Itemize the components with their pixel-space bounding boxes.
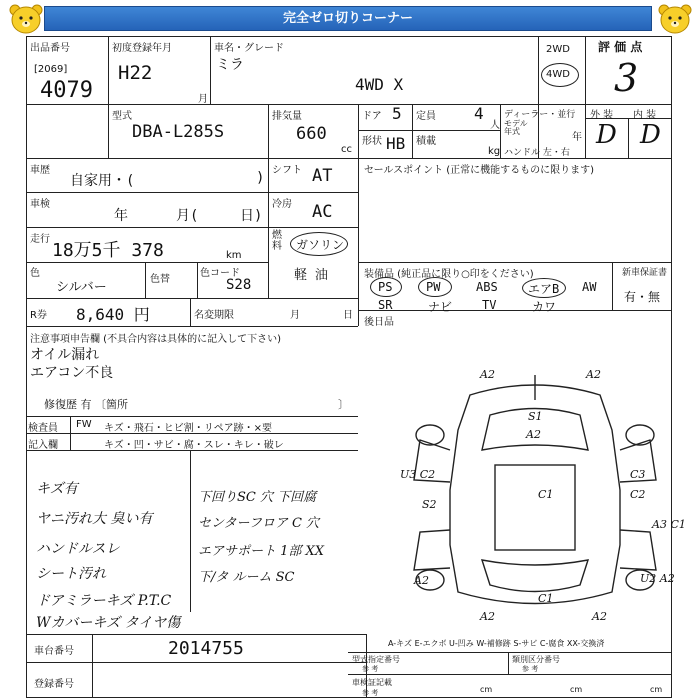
equipment-item: エアB xyxy=(528,282,560,296)
equipment-item: PW xyxy=(426,280,441,294)
insp-month: 月( xyxy=(176,208,199,224)
class-ref: 参 考 xyxy=(522,665,539,673)
damage-mark: U3 C2 xyxy=(400,468,436,481)
chassis-number: 2014755 xyxy=(168,638,244,659)
equipment-label: 装備品 (純正品に限り○印をください) xyxy=(364,269,534,280)
inspector-label: 検査員 xyxy=(28,423,58,434)
dim-unit-2: cm xyxy=(570,685,583,694)
damage-mark: A2 xyxy=(592,610,607,623)
doors: 5 xyxy=(392,104,402,123)
handwritten-note-left: Wカバーキズ タイヤ傷 xyxy=(36,615,181,631)
handwritten-note-right: 下回りSC 穴 下回腐 xyxy=(198,490,317,505)
load-label: 積載 xyxy=(416,136,436,147)
dim-unit-1: cm xyxy=(480,685,493,694)
model-label: 型式 xyxy=(112,111,132,122)
capacity-unit: 人 xyxy=(490,120,500,131)
new-warranty: 有・無 xyxy=(624,290,661,304)
bear-mascot-icon xyxy=(6,2,46,36)
handwritten-note-right: センターフロア C 穴 xyxy=(198,516,320,531)
color-label: 色 xyxy=(30,268,40,279)
notice-label: 名変期限 xyxy=(194,310,234,321)
model-year-label: モデル年式 xyxy=(504,119,528,136)
notice-month: 月 xyxy=(290,310,300,321)
shift-label: シフト xyxy=(272,165,302,176)
new-warranty-label: 新車保証書 xyxy=(622,268,668,278)
postscript-label: 後日品 xyxy=(364,317,394,328)
fuel-diesel: 軽 油 xyxy=(294,268,328,283)
exterior-label: 外 装 xyxy=(590,110,614,121)
registration-label: 登録番号 xyxy=(34,679,74,690)
handwritten-note-right: 下/タ ルーム SC xyxy=(198,570,295,585)
damage-mark: A2 xyxy=(526,428,541,441)
recycle-label: R券 xyxy=(30,310,47,321)
exterior-grade: D xyxy=(596,120,617,150)
damage-mark: A3 C1 xyxy=(652,518,686,531)
lot-number: 4079 xyxy=(40,78,93,103)
equipment-item: SR xyxy=(378,298,393,312)
recycle-fee: 8,640 円 xyxy=(76,305,150,324)
damage-mark: C2 xyxy=(630,488,646,501)
interior-label: 内 装 xyxy=(633,110,657,121)
handwritten-note-left: ドアミラーキズ P.T.C xyxy=(36,593,172,609)
dealer-label: ディーラー・並行 xyxy=(504,110,576,120)
handle-label: ハンドル 左・右 xyxy=(504,148,570,158)
model-code: DBA-L285S xyxy=(132,122,225,142)
capacity: 4 xyxy=(474,104,484,123)
damage-mark: C3 xyxy=(630,468,646,481)
equipment-item: カワ xyxy=(532,300,557,314)
lot-sub: [2069] xyxy=(34,64,68,75)
insp-day: 日) xyxy=(240,208,263,224)
displacement: 660 xyxy=(296,124,327,144)
shape-label: 形状 xyxy=(362,136,382,147)
interior-grade: D xyxy=(640,120,661,150)
door-label: ドア xyxy=(362,111,382,122)
equipment-item: PS xyxy=(378,280,393,294)
color-code-label: 色コード xyxy=(200,268,240,279)
bear-mascot-icon xyxy=(655,2,695,36)
reg-label: 初度登録年月 xyxy=(112,43,172,54)
corner-banner: 完全ゼロ切りコーナー xyxy=(44,6,652,31)
mileage: 18万5千 378 xyxy=(52,240,164,261)
mileage-unit: km xyxy=(226,250,242,261)
notes-title: 注意事項申告欄 (不具合内容は具体的に記入して下さい) xyxy=(30,334,281,345)
disp-label: 排気量 xyxy=(272,111,302,122)
equipment-item: ナビ xyxy=(428,300,453,314)
equipment-item: AW xyxy=(582,280,597,294)
repair-history: 修復歴 有 〔箇所 xyxy=(44,398,128,411)
notice-day: 日 xyxy=(343,310,353,321)
damage-mark: A2 xyxy=(414,574,429,587)
rating-value: 3 xyxy=(614,56,639,100)
model-spec-label: 型式指定番号 xyxy=(352,655,400,664)
disp-unit: cc xyxy=(341,144,352,155)
entry-label: 記入欄 xyxy=(28,440,58,451)
damage-mark: A2 xyxy=(480,610,495,623)
drive-4wd: 4WD xyxy=(546,69,570,80)
repair-close: 〕 xyxy=(338,398,349,411)
chassis-label: 車台番号 xyxy=(34,646,74,657)
insp-year: 年 xyxy=(114,208,128,224)
lot-label: 出品番号 xyxy=(30,43,70,54)
car-name: ミラ xyxy=(216,57,244,73)
fuel-label: 燃料 xyxy=(272,230,282,252)
fuel-gas: ガソリン xyxy=(296,238,345,252)
damage-mark: S2 xyxy=(422,498,437,511)
color-change-label: 色替 xyxy=(150,274,170,285)
car-condition-diagram xyxy=(400,368,686,635)
inspector-items-2: キズ・凹・サビ・腐・スレ・キレ・破レ xyxy=(104,440,284,451)
handwritten-note-left: シート汚れ xyxy=(36,566,106,582)
drive-2wd: 2WD xyxy=(546,44,570,55)
history-label: 車歴 xyxy=(30,165,50,176)
load-unit: kg xyxy=(488,146,501,157)
damage-mark: C1 xyxy=(538,592,554,605)
handwritten-note-left: ヤニ汚れ大 臭い有 xyxy=(36,511,153,527)
name-label: 車名・グレード xyxy=(214,43,284,54)
damage-mark: S1 xyxy=(528,410,543,423)
ac-label: 冷房 xyxy=(272,199,292,210)
equipment-item: ABS xyxy=(476,280,498,294)
shift: AT xyxy=(312,166,333,186)
equipment-item: TV xyxy=(482,298,497,312)
inspection-label: 車検 xyxy=(30,199,50,210)
dim-unit-3: cm xyxy=(650,685,663,694)
note-line-2: エアコン不良 xyxy=(30,365,114,381)
year-unit: 年 xyxy=(572,132,582,143)
damage-mark: A2 xyxy=(586,368,601,381)
history-close: ) xyxy=(256,170,265,186)
reg-month-unit: 月 xyxy=(198,94,208,105)
history: 自家用・( xyxy=(70,173,135,189)
model-spec-ref: 参 考 xyxy=(362,665,379,673)
inspector-items-1: キズ・飛石・ヒビ割・リペア跡・×要 xyxy=(104,423,272,434)
handwritten-note-right: エアサポート 1部 XX xyxy=(198,544,325,559)
reg-year: H22 xyxy=(118,62,153,84)
capacity-label: 定員 xyxy=(416,111,436,122)
damage-mark: U2 A2 xyxy=(640,572,675,585)
rating-label: 評 価 点 xyxy=(598,40,643,54)
damage-mark: C1 xyxy=(538,488,554,501)
sales-point-label: セールスポイント (正常に機能するものに限ります) xyxy=(364,165,595,176)
fw-label: FW xyxy=(76,419,92,430)
damage-mark: A2 xyxy=(480,368,495,381)
handwritten-note-left: キズ有 xyxy=(36,481,78,497)
class-label: 類別区分番号 xyxy=(512,655,560,664)
mileage-label: 走行 xyxy=(30,234,50,245)
note-line-1: オイル漏れ xyxy=(30,347,100,363)
color: シルバー xyxy=(56,280,107,295)
color-code: S28 xyxy=(226,277,252,293)
body-shape: HB xyxy=(386,134,406,153)
damage-legend: A-キズ E-エクボ U-凹み W-補修跡 S-サビ C-腐食 XX-交換済 xyxy=(388,639,605,648)
handwritten-note-left: ハンドルスレ xyxy=(36,541,120,557)
dims-ref: 参 考 xyxy=(362,689,379,697)
ac: AC xyxy=(312,202,333,222)
car-grade: 4WD X xyxy=(355,75,404,94)
dims-label: 車検証記載 xyxy=(352,678,392,687)
